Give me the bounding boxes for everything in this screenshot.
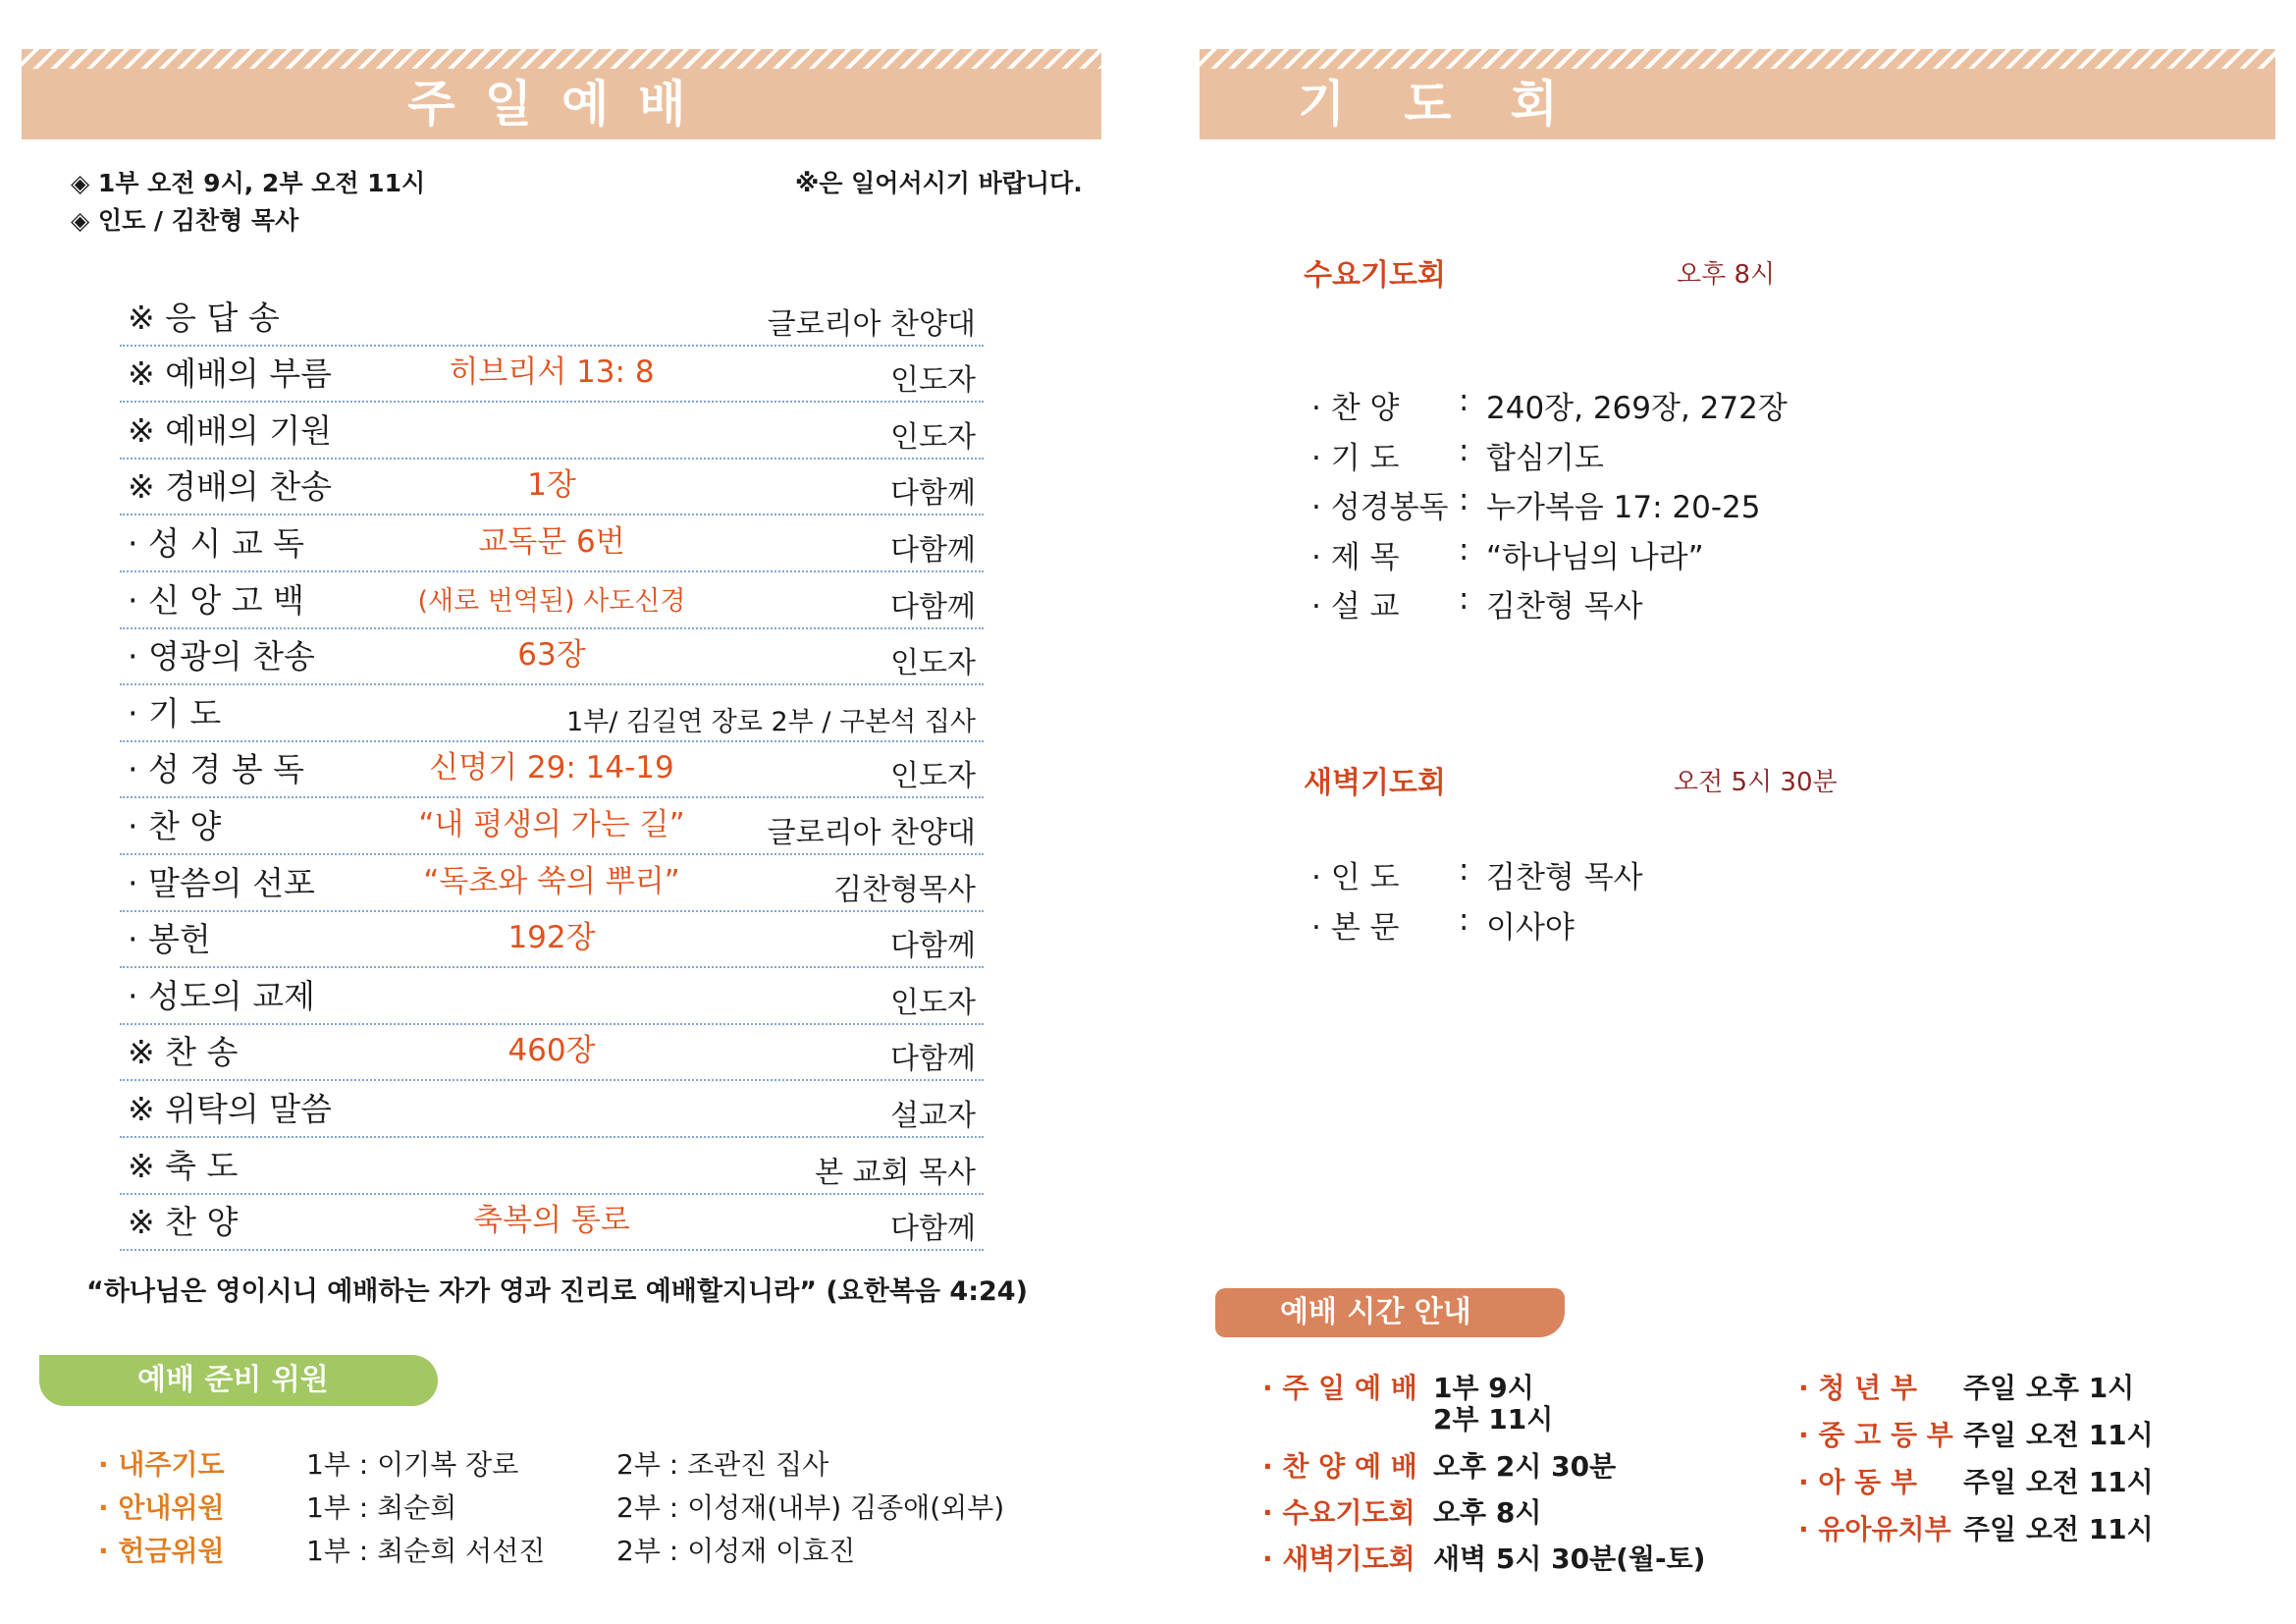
banner-stripe — [22, 49, 1101, 69]
order-row — [120, 685, 984, 742]
order-row — [120, 347, 984, 404]
order-name: · 기 도 — [128, 693, 222, 732]
schedule-label: · 중 고 등 부 — [1798, 1419, 1953, 1451]
schedule-label: · 찬 양 예 배 — [1262, 1450, 1417, 1483]
order-leader: 본 교회 목사 — [815, 1155, 976, 1190]
program-row: · 기 도 : 합심기도 — [1311, 432, 1604, 476]
schedule-label: · 아 동 부 — [1798, 1466, 1918, 1498]
schedule-row — [1262, 1491, 1542, 1531]
service-times: ◈ 1부 오전 9시, 2부 오전 11시 — [71, 169, 426, 197]
order-leader: 인도자 — [890, 363, 976, 399]
order-name: ※ 예배의 기원 — [128, 410, 333, 450]
schedule-label: · 유아유치부 — [1798, 1513, 1951, 1545]
schedule-row — [1798, 1461, 2154, 1500]
order-row — [120, 572, 984, 629]
wednesday-program — [1311, 383, 1900, 631]
program-row: · 본 문 : 이사야 — [1311, 901, 1575, 946]
order-detail: 교독문 6번 — [478, 523, 625, 560]
order-leader: 설교자 — [890, 1098, 976, 1133]
order-detail: 63장 — [517, 637, 586, 674]
order-leader: 인도자 — [890, 985, 976, 1020]
staff-role: · 안내위원 — [98, 1491, 225, 1524]
order-name: · 성 경 봉 독 — [128, 750, 304, 789]
order-leader: 글로리아 찬양대 — [767, 306, 976, 342]
order-row — [120, 1138, 984, 1195]
order-name: · 영광의 찬송 — [128, 637, 315, 677]
staff-role: · 내주기도 — [98, 1448, 225, 1481]
schedule-label: · 주 일 예 배 — [1262, 1372, 1417, 1404]
staff-role: · 헌금위원 — [98, 1535, 225, 1567]
schedule-value: 주일 오전 11시 — [1963, 1419, 2154, 1451]
staff-second-service: 2부 : 조관진 집사 — [616, 1448, 829, 1481]
wednesday-prayer-time: 오후 8시 — [1677, 260, 1776, 290]
order-leader: 다함께 — [890, 929, 976, 964]
order-leader: 다함께 — [890, 1212, 976, 1247]
service-leader: ◈ 인도 / 김찬형 목사 — [71, 206, 299, 235]
staff-first-service: 1부 : 최순희 서선진 — [306, 1535, 546, 1567]
program-label: · 본 문 — [1311, 909, 1400, 946]
order-row — [120, 290, 984, 347]
program-row: · 제 목 : “하나님의 나라” — [1311, 531, 1704, 575]
order-name: ※ 찬 송 — [128, 1033, 239, 1072]
program-row: · 찬 양 : 240장, 269장, 272장 — [1311, 383, 1788, 426]
schedule-value: 새벽 5시 30분(월-토) — [1433, 1543, 1706, 1575]
service-schedule-heading: 예배 시간 안내 — [1215, 1288, 1565, 1337]
order-row — [120, 403, 984, 460]
order-leader: 인도자 — [890, 759, 976, 794]
program-value: 김찬형 목사 — [1486, 589, 1643, 624]
order-row — [120, 798, 984, 855]
order-name: · 봉헌 — [128, 920, 211, 959]
standing-note: ※은 일어서시기 바랍니다. — [795, 169, 1083, 197]
dawn-prayer-time: 오전 5시 30분 — [1674, 768, 1838, 797]
wednesday-prayer-title: 수요기도회 — [1304, 258, 1446, 293]
staff-first-service: 1부 : 최순희 — [306, 1491, 457, 1524]
dawn-program — [1311, 852, 1900, 951]
schedule-value: 1부 9시 — [1433, 1372, 1534, 1404]
order-row — [120, 968, 984, 1025]
program-value: 누가복음 17: 20-25 — [1486, 490, 1761, 525]
schedule-value: 2부 11시 — [1433, 1403, 1554, 1435]
sunday-worship-banner — [22, 49, 1101, 139]
order-row — [120, 855, 984, 912]
banner-title: 기도회 — [1298, 76, 1617, 133]
program-label: · 제 목 — [1311, 539, 1400, 575]
order-detail: 192장 — [507, 920, 596, 956]
order-row — [120, 460, 984, 516]
order-detail: 460장 — [507, 1033, 596, 1069]
order-name: ※ 찬 양 — [128, 1203, 239, 1242]
order-row — [120, 515, 984, 572]
schedule-value: 주일 오후 1시 — [1963, 1372, 2135, 1404]
banner-stripe — [1200, 49, 2275, 69]
staff-first-service: 1부 : 이기복 장로 — [306, 1448, 519, 1481]
order-name: · 성도의 교제 — [128, 976, 315, 1015]
order-name: ※ 축 도 — [128, 1146, 239, 1185]
prep-committee-heading: 예배 준비 위원 — [39, 1355, 438, 1406]
staff-second-service: 2부 : 이성재 이효진 — [616, 1535, 856, 1567]
program-label: · 설 교 — [1311, 589, 1400, 624]
schedule-row — [1262, 1367, 1554, 1435]
program-row: · 설 교 : 김찬형 목사 — [1311, 581, 1643, 624]
order-name: ※ 예배의 부름 — [128, 354, 333, 394]
order-name: ※ 응 답 송 — [128, 298, 280, 337]
order-leader: 다함께 — [890, 589, 976, 624]
order-detail: 1장 — [527, 467, 576, 504]
order-detail: “독초와 쑥의 뿌리” — [423, 863, 680, 899]
schedule-value: 오후 2시 30분 — [1433, 1450, 1617, 1483]
order-leader: 다함께 — [890, 1042, 976, 1077]
order-leader: 글로리아 찬양대 — [767, 815, 976, 850]
schedule-row — [1262, 1445, 1617, 1485]
program-value: 이사야 — [1486, 909, 1575, 946]
schedule-row — [1262, 1538, 1706, 1577]
order-detail: 히브리서 13: 8 — [449, 354, 655, 391]
order-name: · 말씀의 선포 — [128, 863, 315, 902]
order-detail: 신명기 29: 14-19 — [429, 750, 674, 786]
order-leader: 다함께 — [890, 476, 976, 512]
order-leader: 1부/ 김길연 장로 2부 / 구본석 집사 — [565, 706, 976, 737]
schedule-label: · 청 년 부 — [1798, 1372, 1918, 1404]
order-leader: 인도자 — [890, 646, 976, 681]
order-name: · 신 앙 고 백 — [128, 580, 304, 620]
order-of-worship — [120, 290, 984, 1251]
program-value: 240장, 269장, 272장 — [1486, 391, 1788, 426]
schedule-value: 주일 오전 11시 — [1963, 1466, 2154, 1498]
staff-second-service: 2부 : 이성재(내부) 김종애(외부) — [616, 1491, 1005, 1524]
order-row — [120, 629, 984, 686]
program-value: 김찬형 목사 — [1486, 860, 1643, 895]
order-row — [120, 1025, 984, 1082]
schedule-row — [1798, 1508, 2154, 1547]
program-value: “하나님의 나라” — [1486, 539, 1704, 575]
order-name: · 성 시 교 독 — [128, 523, 304, 563]
order-name: ※ 경배의 찬송 — [128, 467, 333, 507]
order-leader: 인도자 — [890, 419, 976, 455]
schedule-label: · 새벽기도회 — [1262, 1543, 1415, 1575]
program-value: 합심기도 — [1486, 440, 1604, 476]
program-label: · 기 도 — [1311, 440, 1400, 476]
program-row: · 성경봉독 : 누가복음 17: 20-25 — [1311, 482, 1761, 525]
order-row — [120, 1195, 984, 1252]
bible-verse: “하나님은 영이시니 예배하는 자가 영과 진리로 예배할지니라” (요한복음 4:24) — [86, 1276, 1028, 1307]
program-label: · 찬 양 — [1311, 391, 1400, 426]
order-detail: 축복의 통로 — [473, 1203, 630, 1239]
dawn-prayer-title: 새벽기도회 — [1304, 766, 1446, 800]
order-name: ※ 위탁의 말씀 — [128, 1089, 333, 1128]
order-row — [120, 1081, 984, 1138]
program-row: · 인 도 : 김찬형 목사 — [1311, 852, 1643, 895]
schedule-value: 오후 8시 — [1433, 1496, 1542, 1529]
program-label: · 성경봉독 — [1311, 490, 1449, 525]
order-detail: “내 평생의 가는 길” — [418, 806, 685, 842]
prayer-meeting-banner — [1200, 49, 2275, 139]
order-row — [120, 912, 984, 969]
schedule-label: · 수요기도회 — [1262, 1496, 1415, 1529]
order-name: · 찬 양 — [128, 806, 222, 845]
order-detail: (새로 번역된) 사도신경 — [417, 585, 686, 617]
order-row — [120, 742, 984, 799]
schedule-row — [1798, 1414, 2154, 1453]
program-label: · 인 도 — [1311, 860, 1400, 895]
banner-title: 주일예배 — [407, 76, 716, 133]
order-leader: 김찬형목사 — [833, 872, 976, 907]
schedule-value: 주일 오전 11시 — [1963, 1513, 2154, 1545]
schedule-row — [1798, 1367, 2135, 1406]
order-leader: 다함께 — [890, 532, 976, 568]
